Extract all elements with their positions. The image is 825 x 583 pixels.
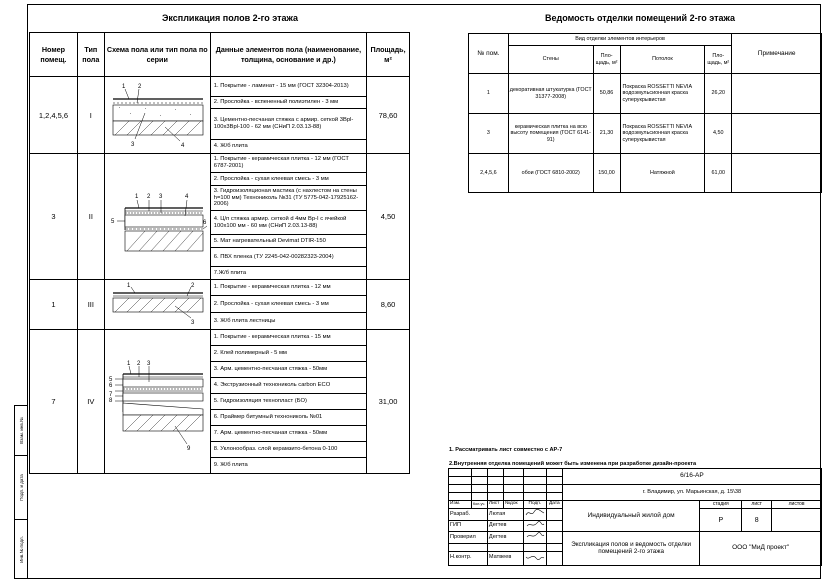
role-name	[487, 543, 523, 551]
callout-label: 5	[108, 377, 113, 383]
area-cell: 31,00	[367, 330, 410, 474]
table-row	[469, 114, 822, 154]
stage-value: Р	[700, 509, 742, 532]
schema-cell	[104, 280, 210, 330]
table-row	[30, 330, 410, 474]
role-name: Дегтев	[487, 532, 523, 544]
role-name: Матвеев	[487, 551, 523, 565]
layer-item: 7.Ж/б плита	[213, 269, 247, 276]
area-cell: 4,50	[367, 154, 410, 280]
signature-mark	[525, 553, 545, 561]
callout-label: 1	[121, 84, 126, 90]
header-note: Примечание	[732, 34, 822, 74]
callout-label: 1	[134, 194, 139, 200]
layers-cell	[210, 330, 366, 474]
ceiling-cell: Натяжной	[620, 154, 705, 193]
note-cell	[732, 114, 822, 154]
sheet-value: 8	[742, 509, 772, 532]
note-cell	[732, 74, 822, 114]
signature-mark	[525, 509, 545, 517]
layer-item: 9. Ж/б плита	[213, 462, 248, 469]
callout-label: 2	[137, 84, 142, 90]
table-header-row	[469, 34, 822, 46]
header-type: Тип пола	[77, 33, 104, 77]
signature-mark	[525, 521, 545, 529]
side-label-cell	[15, 520, 27, 579]
role-label: Н.контр.	[449, 551, 488, 565]
callout-label: 3	[130, 142, 135, 148]
header-walls-area: Пло-щадь, м²	[593, 46, 620, 74]
stamp-row	[449, 469, 822, 477]
side-label-cell	[15, 406, 27, 456]
layer-item: 6. ПВХ пленка (ТУ 2245-042-00282323-2004)	[211, 248, 366, 267]
type-cell: IV	[77, 330, 104, 474]
note-item: 1. Рассматривать лист совместно с АР-7	[449, 447, 563, 453]
callout-label: 2	[190, 283, 195, 289]
side-stamp-strip	[14, 405, 27, 579]
ceiling-cell: Покраска ROSSETTI NEVIA водоэмульсионная краска суперукрывистая	[620, 74, 705, 114]
callout-label: 3	[158, 194, 163, 200]
room-cell: 3	[469, 114, 509, 154]
signature-cell	[523, 509, 546, 521]
floor-type-2-diagram	[105, 154, 210, 279]
role-label: Разраб.	[449, 509, 488, 521]
area-cell: 78,60	[367, 77, 410, 154]
callout-label: 6	[108, 383, 113, 389]
type-cell: I	[77, 77, 104, 154]
callout-label: 4	[180, 143, 185, 149]
table-row	[30, 77, 410, 154]
role-label: ГИП	[449, 520, 488, 532]
header-area: Площадь, м²	[367, 33, 410, 77]
layer-item: 2. Прослойка - сухая клеевая смесь - 3 мм	[211, 173, 366, 186]
layer-item: 3. Гидроизоляционая мастика (с нахлестом на стены h=100 мм) Технониколь №31 (ТУ 5775-042-17925162-2006)	[211, 186, 366, 211]
layer-item: 7. Арм. цементно-песчаная стяжка - 50мм	[211, 426, 366, 442]
layer-item: 2. Прослойка - сухая клеевая смесь - 3 мм	[211, 296, 366, 313]
layer-item: 1. Покрытие - керамическая плитка - 15 мм	[211, 330, 366, 346]
table-row	[469, 154, 822, 193]
header-ceiling: Потолок	[620, 46, 705, 74]
callout-label: 1	[126, 361, 131, 367]
layer-item: 1. Покрытие - керамическая плитка - 12 мм (ГОСТ 6787-2001)	[211, 154, 366, 173]
header-elements: Данные элементов пола (наименование, толщина, основание и др.)	[210, 33, 366, 77]
table-row	[30, 154, 410, 280]
title-block-stamp	[448, 468, 822, 566]
header-finish-group: Вид отделки элементов интерьеров	[508, 34, 731, 46]
walls-area-cell: 150,00	[593, 154, 620, 193]
layer-item: 1. Покрытие - ламинат - 15 мм (ГОСТ 32304-2013)	[211, 78, 366, 97]
callout-label: 5	[110, 219, 115, 225]
room-cell: 2,4,5,6	[469, 154, 509, 193]
callout-label: 3	[146, 361, 151, 367]
floor-type-3-diagram	[105, 280, 210, 329]
callout-label: 7	[108, 392, 113, 398]
note-item: 2.Внутренняя отделка помещений может быть изменена при разработке дизайн-проекта	[449, 461, 697, 467]
schema-cell	[104, 77, 210, 154]
signature-mark	[525, 532, 545, 540]
callout-label: 4	[184, 194, 189, 200]
callout-label: 2	[136, 361, 141, 367]
stamp-row	[449, 485, 822, 493]
role-name: Лютая	[487, 509, 523, 521]
layer-item: 1. Покрытие - керамическая плитка - 12 мм	[211, 280, 366, 296]
type-cell: II	[77, 154, 104, 280]
header-walls: Стены	[508, 46, 593, 74]
callout-label: 8	[108, 398, 113, 404]
schema-cell	[104, 330, 210, 474]
walls-cell: керамическая плитка на всю высоту помещения (ГОСТ 6141-91)	[508, 114, 593, 154]
stamp-row	[449, 532, 822, 544]
stamp-col-label: №док	[503, 501, 523, 509]
company-name: ООО "МиД проект"	[700, 532, 822, 566]
layer-item: 4. Ц/п стяжка армир. сеткой d 4мм Вр-I с ячейкой 100х100 мм - 60 мм (СНиП 2.03.13-88)	[211, 211, 366, 235]
layer-item: 5. Гидроизоляция технопласт (БО)	[211, 394, 366, 410]
area-cell: 8,60	[367, 280, 410, 330]
stamp-col-label: Дата	[546, 501, 562, 509]
side-label-cell	[15, 456, 27, 520]
table-header-row	[30, 33, 410, 77]
finish-table-title: Ведомость отделки помещений 2-го этажа	[545, 13, 735, 23]
layer-item: 2. Клей полимерный - 5 мм	[211, 346, 366, 362]
layer-item: 6. Праймер битумный технониколь №01	[211, 410, 366, 426]
layer-item: 2. Прослойка - вспененный полиэтилен - 3 мм	[211, 97, 366, 109]
sheets-value	[772, 509, 822, 532]
layers-cell	[210, 280, 366, 330]
callout-label: 1	[126, 283, 131, 289]
floor-type-4-diagram	[105, 330, 210, 473]
side-label-replacement: Взам. инв.№	[18, 417, 24, 444]
sheets-label: листов	[772, 501, 822, 509]
table-row	[30, 280, 410, 330]
table-row	[469, 74, 822, 114]
callout-label: 3	[190, 320, 195, 326]
stamp-col-label: Лист	[487, 501, 503, 509]
layer-item: 4. Экструзионный технониколь carbon ECO	[211, 378, 366, 394]
layer-item: 3. Арм. цементно-песчаная стяжка - 50мм	[211, 362, 366, 378]
header-ceiling-area: Пло-щадь, м²	[705, 46, 732, 74]
ceiling-area-cell: 61,00	[705, 154, 732, 193]
layer-item: 5. Мат нагревательный Devimat DTIR-150	[211, 235, 366, 248]
floor-type-1-diagram	[105, 77, 210, 153]
room-cell: 3	[30, 154, 78, 280]
signature-cell	[523, 551, 546, 565]
note-cell	[732, 154, 822, 193]
side-label-inventory: Инв.№ подл.	[18, 536, 24, 563]
layer-item: 4. Ж/б плита	[213, 142, 248, 149]
callout-label: 2	[146, 194, 151, 200]
schema-cell	[104, 154, 210, 280]
header-room: Номер помещ.	[30, 33, 78, 77]
project-address: г. Владимир, ул. Марьинская, д. 15\38	[562, 485, 821, 501]
notes-block	[449, 443, 696, 471]
layer-item: 3. Цементно-песчаная стяжка с армир. сеткой 3Врl-100х3Врl-100 - 62 мм (СНиП 2.03.13-88)	[211, 109, 366, 140]
side-label-signature: Подп. и дата	[18, 474, 24, 501]
ceiling-area-cell: 26,20	[705, 74, 732, 114]
sheet-title: Экспликация полов и ведомость отделки помещений 2-го этажа	[562, 532, 700, 566]
role-label: Проверил	[449, 532, 488, 544]
sheet-label: лист	[742, 501, 772, 509]
signature-cell	[523, 532, 546, 544]
signature-cell	[523, 520, 546, 532]
header-schema: Схема пола или тип пола по серии	[104, 33, 210, 77]
role-name: Дегтев	[487, 520, 523, 532]
walls-area-cell: 21,30	[593, 114, 620, 154]
header-room-number: № пом.	[469, 34, 509, 74]
callout-label: 6	[202, 220, 207, 226]
walls-area-cell: 50,86	[593, 74, 620, 114]
room-cell: 7	[30, 330, 78, 474]
project-code: 6/16-АР	[562, 469, 821, 485]
stamp-col-label: Изм.	[449, 501, 472, 509]
ceiling-area-cell: 4,50	[705, 114, 732, 154]
finish-schedule-table	[468, 33, 822, 193]
layer-item: 3. Ж/б плита лестницы	[213, 317, 276, 324]
callout-label: 9	[186, 446, 191, 452]
stage-label: стадия	[700, 501, 742, 509]
floor-table-title: Экспликация полов 2-го этажа	[161, 13, 299, 23]
type-cell: III	[77, 280, 104, 330]
ceiling-cell: Покраска ROSSETTI NEVIA водоэмульсионная краска суперукрывистая	[620, 114, 705, 154]
room-cell: 1,2,4,5,6	[30, 77, 78, 154]
layers-cell	[210, 77, 366, 154]
stamp-columns-row	[449, 501, 822, 509]
role-label	[449, 543, 488, 551]
walls-cell: декоративная штукатурка (ГОСТ 31377-2008)	[508, 74, 593, 114]
object-name: Индивидуальный жилой дом	[562, 501, 700, 532]
stamp-col-label: Кол.уч.	[471, 501, 487, 509]
room-cell: 1	[469, 74, 509, 114]
walls-cell: обои (ГОСТ 6810-2002)	[508, 154, 593, 193]
room-cell: 1	[30, 280, 78, 330]
layers-cell	[210, 154, 366, 280]
stamp-col-label: Подп.	[523, 501, 546, 509]
layer-item: 8. Уклонообраз. слой керамзито-бетона 0-100	[211, 442, 366, 458]
floor-explication-table	[29, 32, 410, 474]
